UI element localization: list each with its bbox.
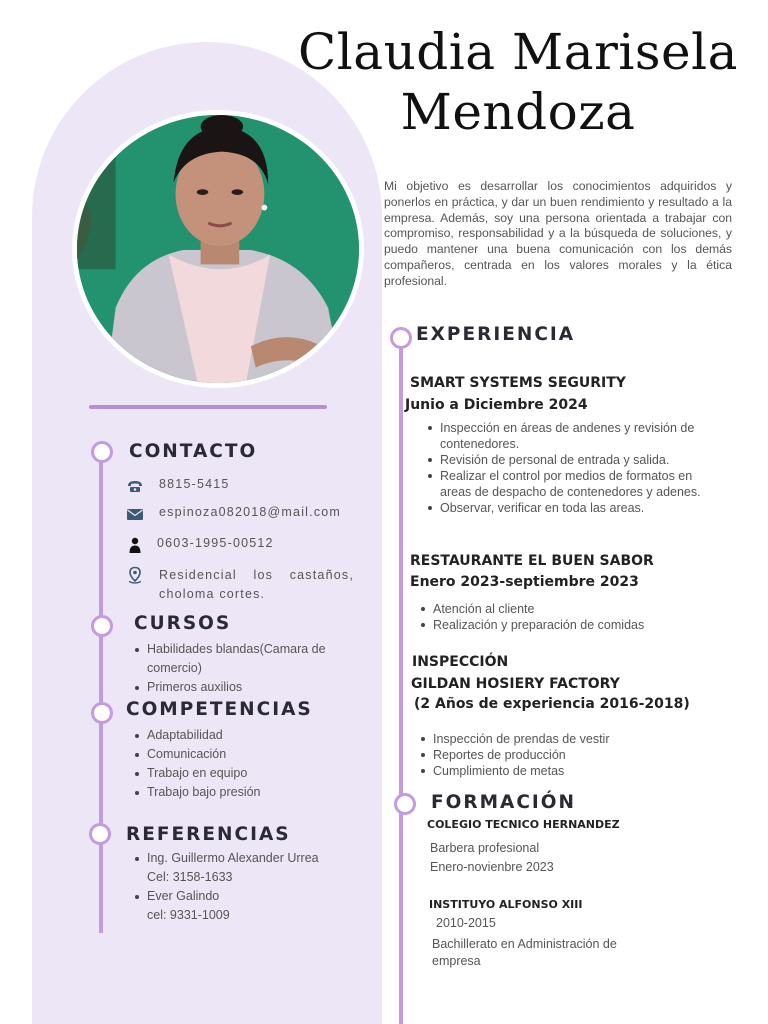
timeline-dot xyxy=(91,615,113,637)
contact-heading: CONTACTO xyxy=(129,441,258,462)
list-item: Adaptabilidad xyxy=(133,726,363,745)
list-item: Comunicación xyxy=(133,745,363,764)
list-item: Primeros auxilios xyxy=(133,678,363,697)
timeline-dot xyxy=(91,441,113,463)
references-list xyxy=(133,849,363,925)
reference-name: Ing. Guillermo Alexander Urrea xyxy=(147,851,319,865)
list-item: Reportes de producción xyxy=(419,747,719,763)
references-heading: REFERENCIAS xyxy=(126,824,291,845)
profile-photo xyxy=(72,110,364,388)
skills-list xyxy=(133,726,363,802)
id-text: 0603-1995-00512 xyxy=(157,536,274,550)
list-item: Realizar el control por medios de formatos en areas de despacho de contenedores y adenes. xyxy=(426,468,726,500)
name-line-1: Claudia Marisela xyxy=(298,23,738,81)
experience-heading: EXPERIENCIA xyxy=(416,324,576,345)
timeline-dot xyxy=(394,793,416,815)
timeline-dot xyxy=(91,702,113,724)
school-name: COLEGIO TECNICO HERNANDEZ xyxy=(427,818,620,831)
contact-phone xyxy=(126,477,230,495)
period-text: Enero-novienbre 2023 xyxy=(430,860,554,874)
job-tasks xyxy=(419,731,719,779)
job-period: Enero 2023-septiembre 2023 xyxy=(410,574,639,590)
degree-text: Bachillerato en Administración de empresa xyxy=(432,937,617,968)
portrait-illustration xyxy=(77,115,359,383)
reference-item xyxy=(133,849,363,887)
list-item: Atención al cliente xyxy=(419,601,719,617)
sidebar-divider xyxy=(89,405,327,409)
objective-text: Mi objetivo es desarrollar los conocimientos adquiridos y ponerlos en práctica, y dar un buen rendimiento y resultado a la empresa. Además, soy una persona orientada a trabajar con compromiso, responsabilidad y a la búsqueda de soluciones, y puedo mantener una buena comunicación con los demás compañeros, centrada en los valores morales y la ética profesional. xyxy=(384,179,732,288)
period-text: 2010-2015 xyxy=(436,916,496,930)
education-heading: FORMACIÓN xyxy=(431,792,577,813)
job-company: GILDAN HOSIERY FACTORY xyxy=(411,676,620,692)
phone-icon xyxy=(126,477,144,495)
job-tasks xyxy=(419,601,719,633)
list-item: Inspección de prendas de vestir xyxy=(419,731,719,747)
school-name: INSTITUYO ALFONSO XIII xyxy=(429,898,583,911)
mail-icon xyxy=(126,505,144,523)
main-timeline xyxy=(399,340,403,1024)
address-text: Residencial los castaños, choloma cortes. xyxy=(159,568,354,601)
timeline-dot xyxy=(89,823,111,845)
person-icon xyxy=(126,536,144,554)
courses-list xyxy=(133,640,363,697)
phone-text: 8815-5415 xyxy=(159,477,230,491)
list-item: Inspección en áreas de andenes y revisión de contenedores. xyxy=(426,420,726,452)
degree-text: Barbera profesional xyxy=(430,841,540,855)
list-item: Realización y preparación de comidas xyxy=(419,617,719,633)
list-item: Observar, verificar en toda las areas. xyxy=(426,500,726,516)
reference-item xyxy=(133,887,363,925)
reference-phone: cel: 9331-1009 xyxy=(147,908,230,922)
list-item: Trabajo en equipo xyxy=(133,764,363,783)
job-tasks xyxy=(426,420,726,516)
candidate-name xyxy=(270,22,766,142)
job-company: SMART SYSTEMS SEGURITY xyxy=(410,375,626,391)
list-item: Trabajo bajo presión xyxy=(133,783,363,802)
reference-name: Ever Galindo xyxy=(147,889,220,903)
contact-email xyxy=(126,505,341,523)
name-line-2: Mendoza xyxy=(400,83,636,141)
list-item: Habilidades blandas(Camara de comercio) xyxy=(133,640,363,678)
contact-address xyxy=(126,566,354,604)
timeline-dot xyxy=(390,327,412,349)
contact-id xyxy=(126,536,274,554)
reference-phone: Cel: 3158-1633 xyxy=(147,870,233,884)
sidebar-timeline xyxy=(99,455,103,933)
job-company: RESTAURANTE EL BUEN SABOR xyxy=(410,553,654,569)
job-period: Junio a Diciembre 2024 xyxy=(405,397,588,413)
list-item: Revisión de personal de entrada y salida. xyxy=(426,452,726,468)
skills-heading: COMPETENCIAS xyxy=(126,699,313,720)
courses-heading: CURSOS xyxy=(134,613,232,634)
location-pin-icon xyxy=(126,566,144,584)
list-item: Cumplimiento de metas xyxy=(419,763,719,779)
email-text: espinoza082018@mail.com xyxy=(159,505,342,519)
job-role: INSPECCIÓN xyxy=(412,654,509,670)
job-period: (2 Años de experiencia 2016-2018) xyxy=(414,696,690,712)
